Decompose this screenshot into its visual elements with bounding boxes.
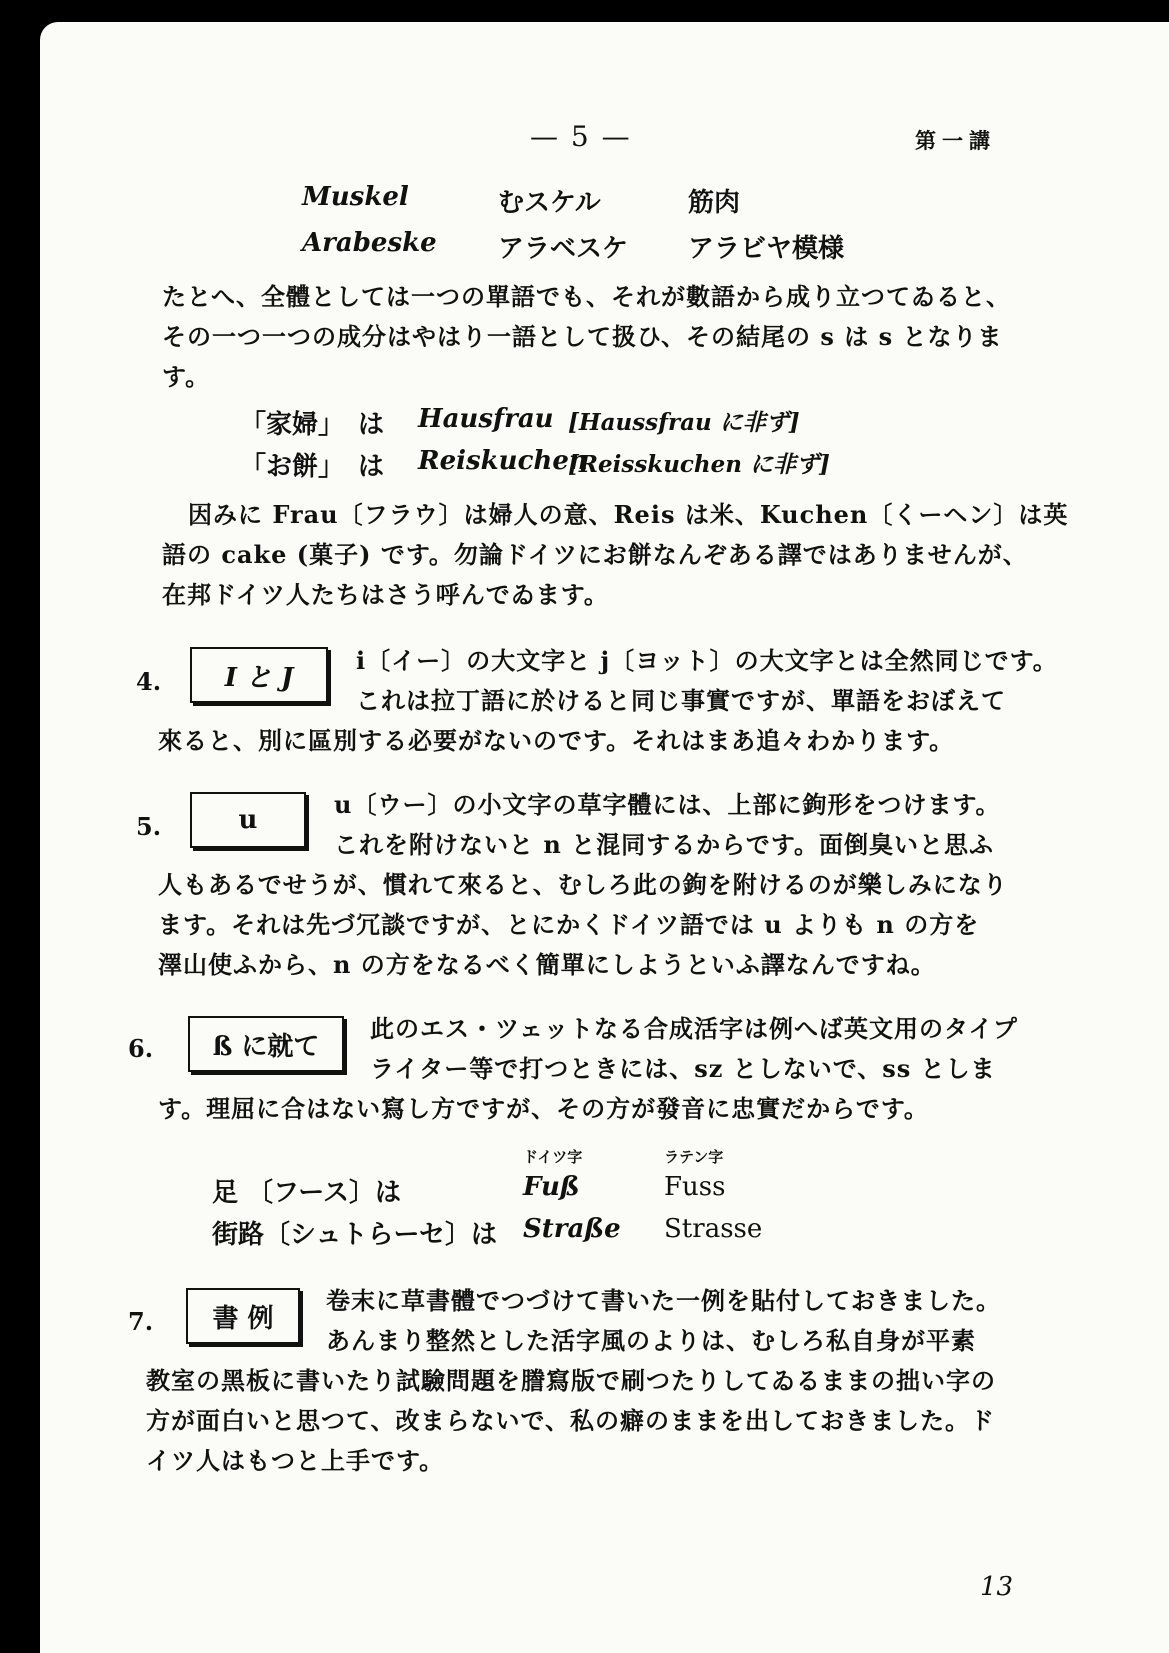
section-line: ます。それは先づ冗談ですが、とにかくドイツ語では u よりも n の方を: [158, 910, 980, 939]
book-page: [40, 22, 1169, 1653]
example-ha: は: [358, 452, 385, 482]
example-jp: 街路〔シュトらーセ〕は: [212, 1220, 497, 1250]
section-line: 來ると、別に區別する必要がないのです。それはまあ追々わかります。: [158, 726, 955, 755]
example-note: [Reisskuchen に非ず]: [568, 451, 830, 478]
section-number: 4.: [136, 667, 162, 696]
section-line: 卷末に草書體でつづけて書いた一例を貼付しておきました。: [326, 1286, 1001, 1315]
section-line: u〔ウー〕の小文字の草字體には、上部に鉤形をつけます。: [334, 790, 1001, 819]
example-jp: 「お餅」: [240, 452, 345, 482]
column-head: ドイツ字: [523, 1148, 583, 1166]
example-ha: は: [358, 410, 385, 440]
section-number: 6.: [128, 1034, 154, 1063]
section-line: ライター等で打つときには、sz としないで、ss としま: [370, 1054, 996, 1083]
section-label-box: ß に就て: [188, 1016, 344, 1072]
example-jp: 足 〔フース〕は: [212, 1178, 401, 1208]
section-label-box: u: [190, 792, 306, 848]
paragraph-line: 語の cake (菓子) です。勿論ドイツにお餅なんぞある譯ではありませんが、: [162, 540, 1028, 569]
paragraph-line: 因みに Frau〔フラウ〕は婦人の意、Reis は米、Kuchen〔くーヘン〕は英: [188, 500, 1069, 529]
section-line: あんまり整然とした活字風のよりは、むしろ私自身が平素: [326, 1326, 976, 1355]
section-line: す。理屈に合はない寫し方ですが、その方が發音に忠實だからです。: [158, 1094, 929, 1123]
example-german: Straße: [523, 1214, 621, 1244]
paragraph-line: す。: [162, 362, 211, 391]
vocab-kana: アラベスケ: [498, 234, 629, 264]
page-marker: — 5 —: [530, 120, 632, 153]
example-latin: Fuss: [664, 1172, 726, 1202]
lesson-title: 第一講: [915, 128, 996, 153]
example-note: [Haussfrau に非ず]: [568, 409, 800, 436]
section-number: 5.: [136, 812, 162, 841]
paragraph-line: 在邦ドイツ人たちはさう呼んでゐます。: [162, 580, 609, 609]
section-line: 方が面白いと思つて、改まらないで、私の癖のままを出しておきました。ド: [146, 1406, 996, 1435]
paragraph-line: その一つ一つの成分はやはり一語として扱ひ、その結尾の s は s となりま: [162, 322, 1003, 351]
vocab-meaning: アラビヤ模様: [688, 234, 845, 264]
page-number: 13: [980, 1572, 1014, 1602]
example-german: Fuß: [523, 1172, 580, 1202]
section-label-box: 書 例: [186, 1288, 300, 1344]
vocab-german: Arabeske: [302, 228, 437, 258]
section-line: これは拉丁語に於けると同じ事實ですが、單語をおぼえて: [356, 686, 1006, 715]
section-line: これを附けないと n と混同するからです。面倒臭いと思ふ: [334, 830, 994, 859]
section-line: 此のエス・ツェットなる合成活字は例へば英文用のタイプ: [370, 1014, 1018, 1043]
example-jp: 「家婦」: [240, 410, 345, 440]
vocab-german: Muskel: [302, 182, 409, 212]
section-number: 7.: [128, 1307, 154, 1336]
section-line: 人もあるでせうが、慣れて來ると、むしろ此の鉤を附けるのが樂しみになり: [158, 870, 1008, 899]
example-german: Reiskuchen: [418, 446, 588, 476]
section-line: 澤山使ふから、n の方をなるべく簡單にしようといふ譯なんですね。: [158, 950, 936, 979]
example-german: Hausfrau: [418, 404, 554, 434]
paragraph-line: たとへ、全體としては一つの單語でも、それが數語から成り立つてゐると、: [162, 282, 1012, 311]
section-line: i〔イー〕の大文字と j〔ヨット〕の大文字とは全然同じです。: [356, 646, 1058, 675]
vocab-kana: むスケル: [498, 188, 601, 218]
vocab-meaning: 筋肉: [688, 188, 741, 218]
column-head: ラテン字: [664, 1148, 724, 1166]
section-line: 教室の黑板に書いたり試驗問題を謄寫版で刷つたりしてゐるままの拙い字の: [146, 1366, 996, 1395]
example-latin: Strasse: [664, 1214, 763, 1244]
section-label-box: I と J: [190, 647, 328, 703]
section-line: イツ人はもつと上手です。: [146, 1446, 445, 1475]
